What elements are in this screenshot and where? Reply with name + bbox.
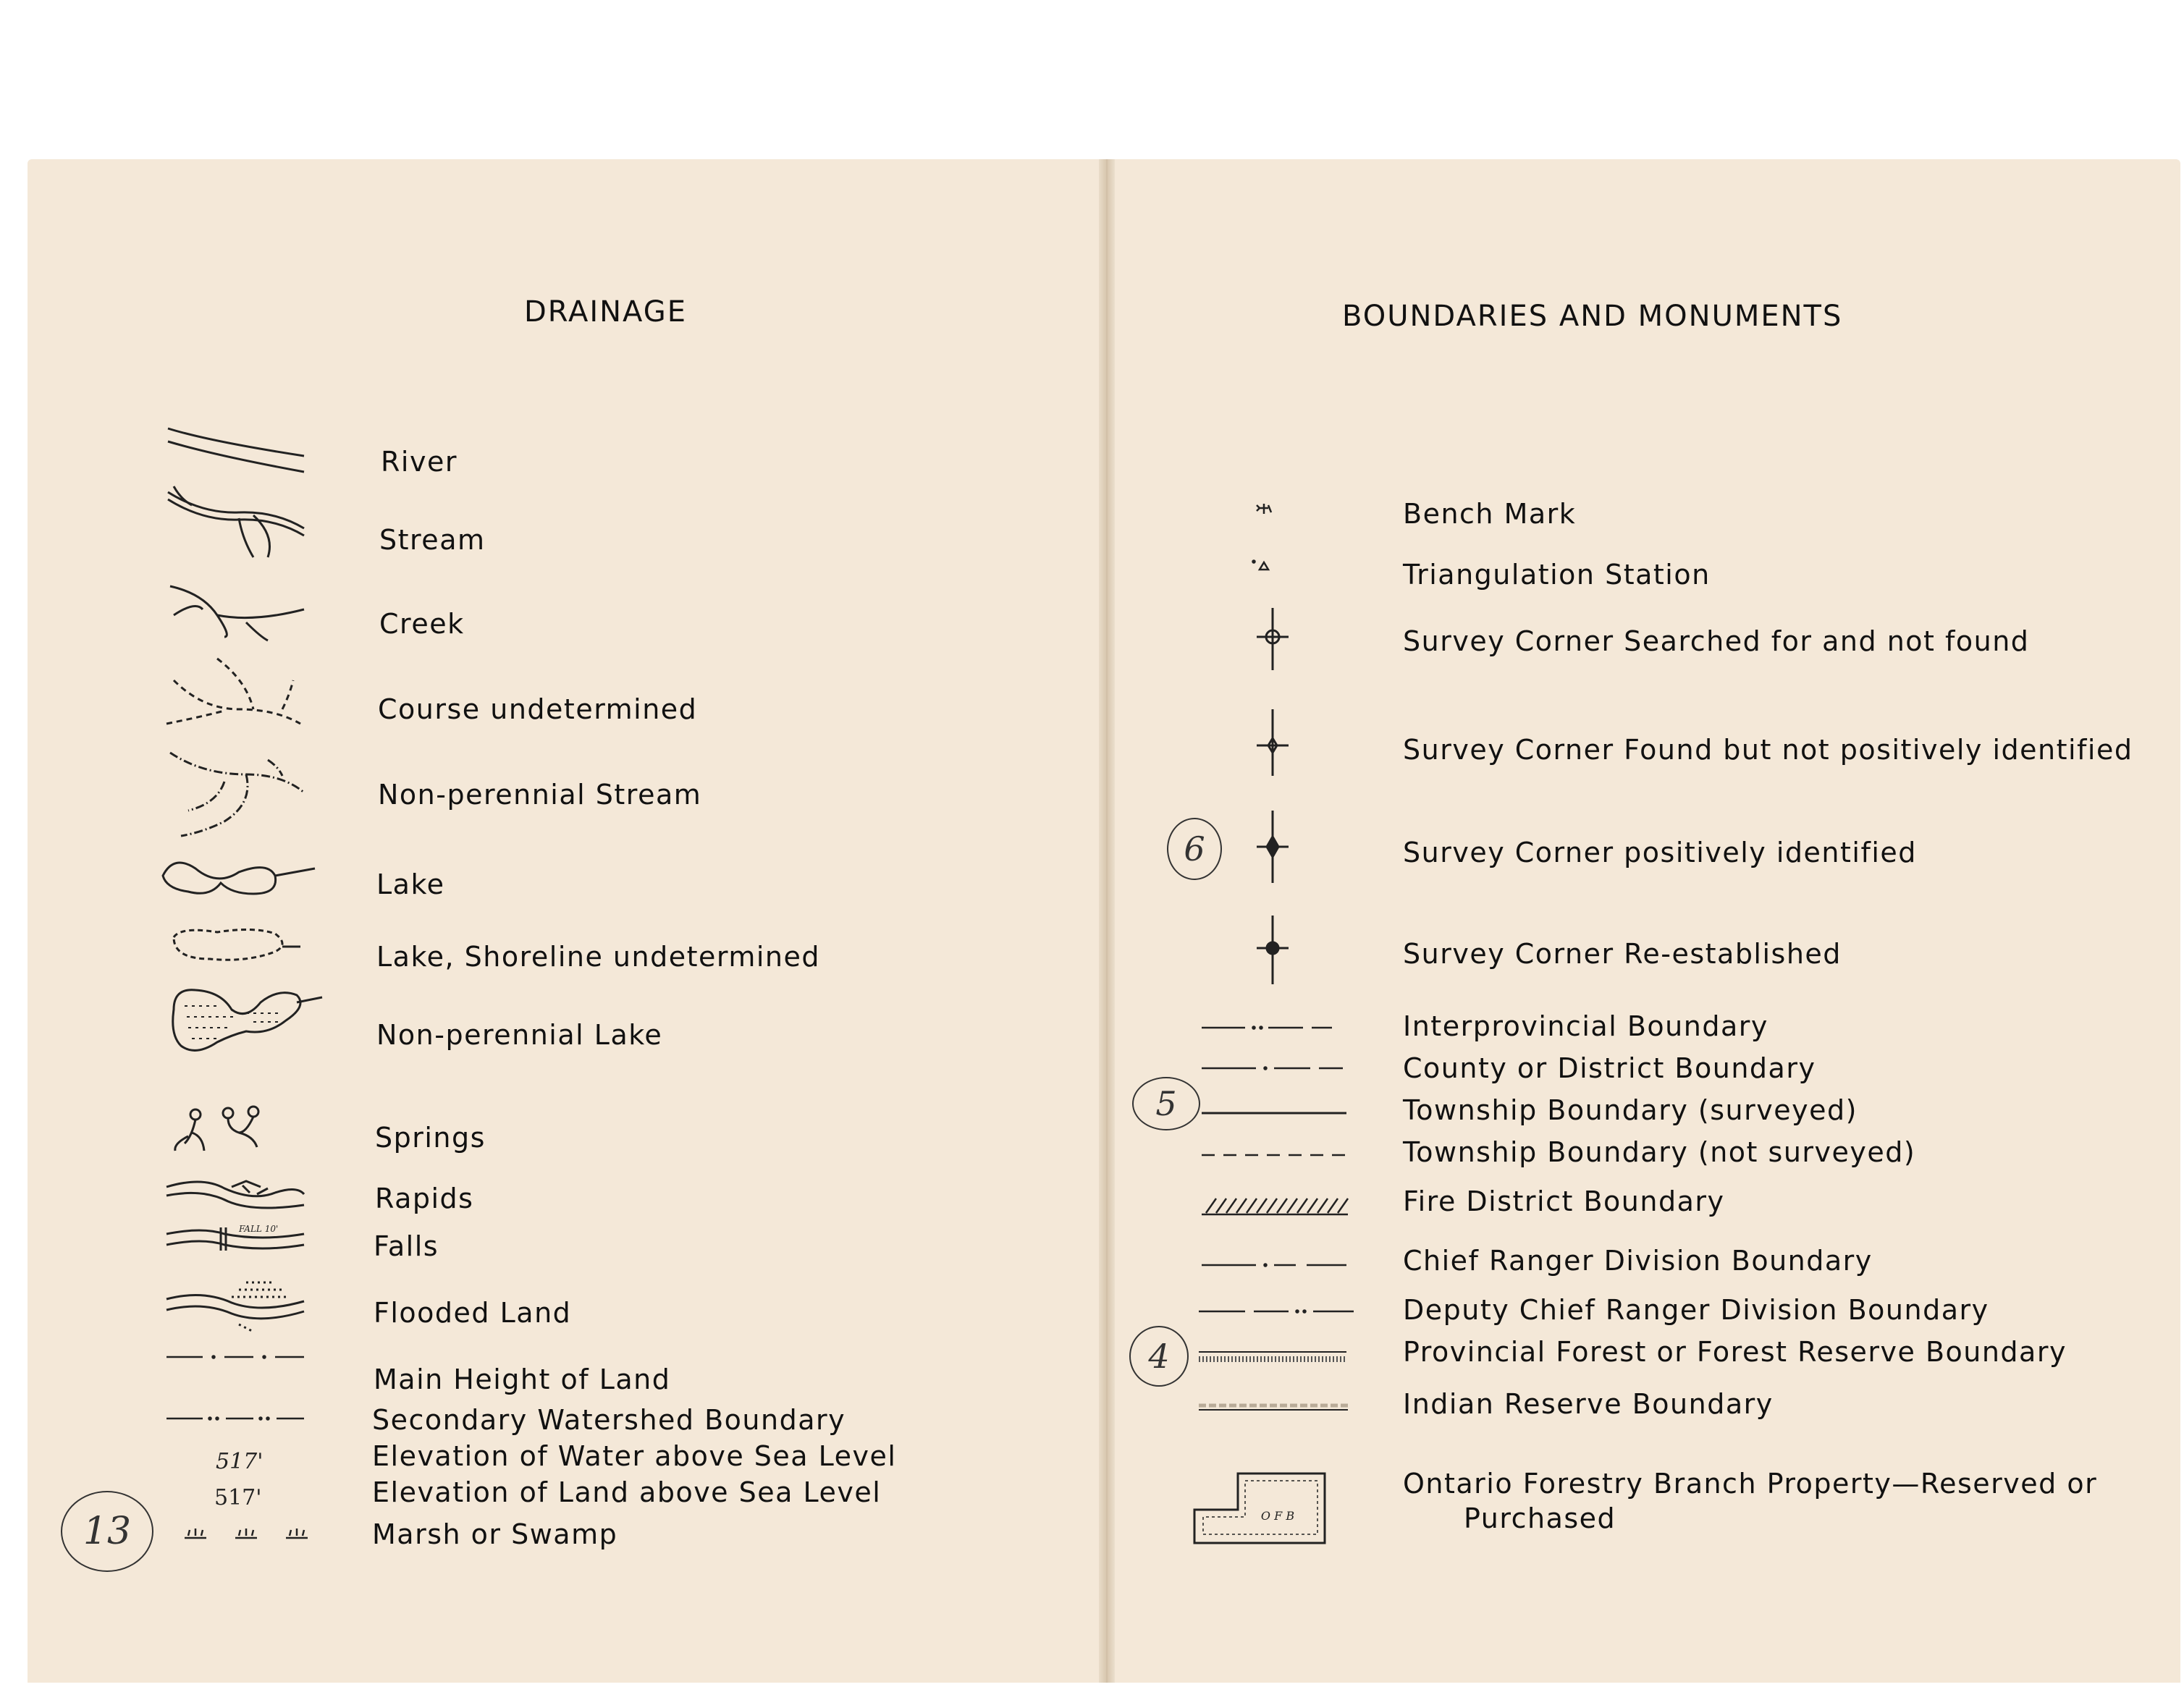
label-provincial-forest: Provincial Forest or Forest Reserve Boundary — [1403, 1336, 2067, 1368]
non-perennial-lake-icon — [173, 990, 322, 1051]
label-ofb-property-cont: Purchased — [1464, 1502, 1616, 1534]
boundaries-title: BOUNDARIES AND MONUMENTS — [1342, 300, 1843, 333]
label-fire-district: Fire District Boundary — [1403, 1185, 1725, 1217]
label-lake: Lake — [376, 868, 445, 900]
non-perennial-stream-icon — [170, 753, 304, 836]
label-rapids: Rapids — [375, 1183, 474, 1214]
label-main-height: Main Height of Land — [374, 1363, 671, 1395]
drainage-symbols-lower — [159, 1100, 333, 1361]
label-creek: Creek — [379, 608, 465, 640]
main-height-of-land-icon — [166, 1356, 304, 1358]
label-secondary-watershed: Secondary Watershed Boundary — [372, 1404, 846, 1436]
label-ofb-property: Ontario Forestry Branch Property—Reserved or — [1403, 1468, 2098, 1500]
lake-icon — [163, 863, 315, 894]
ofb-property-icon — [1187, 1462, 1361, 1570]
survey-corner-dot-icon — [1257, 916, 1289, 984]
course-undetermined-icon — [166, 659, 300, 724]
triangle-icon — [1253, 561, 1269, 570]
drainage-symbols-bottom — [159, 1411, 333, 1542]
drainage-symbols-lakes — [152, 854, 326, 1093]
page-number-note: 13 — [61, 1491, 153, 1572]
label-falls: Falls — [374, 1230, 439, 1262]
falls-icon — [166, 1224, 304, 1251]
monument-symbols — [1187, 492, 1361, 999]
springs-icon — [175, 1107, 258, 1151]
boundary-line-symbols — [1187, 1013, 1361, 1433]
creek-icon — [170, 586, 304, 640]
flooded-land-icon — [166, 1282, 304, 1332]
survey-corner-open-icon — [1257, 608, 1289, 670]
label-corner-reestablished: Survey Corner Re-established — [1403, 938, 1842, 970]
label-water-elevation: Elevation of Water above Sea Level — [372, 1440, 897, 1472]
label-county: County or District Boundary — [1403, 1052, 1816, 1084]
note-4: 4 — [1129, 1326, 1189, 1387]
label-flooded-land: Flooded Land — [374, 1297, 572, 1329]
label-indian-reserve: Indian Reserve Boundary — [1403, 1388, 1774, 1420]
drainage-symbols-upper — [159, 420, 319, 868]
label-non-perennial-stream: Non-perennial Stream — [378, 779, 702, 811]
dash-dot-dot-line-icon — [1202, 1027, 1332, 1029]
label-river: River — [381, 446, 458, 478]
label-stream: Stream — [379, 524, 486, 556]
marsh-icon — [185, 1529, 308, 1538]
river-icon — [168, 428, 304, 472]
label-interprovincial: Interprovincial Boundary — [1403, 1010, 1768, 1042]
drainage-title: DRAINAGE — [524, 295, 687, 329]
label-corner-found: Survey Corner Found but not positively identified — [1403, 734, 2133, 766]
label-corner-not-found: Survey Corner Searched for and not found — [1403, 625, 2030, 657]
label-triangulation: Triangulation Station — [1403, 559, 1711, 591]
survey-corner-diamond-icon — [1257, 709, 1289, 776]
note-5: 5 — [1132, 1077, 1200, 1130]
dash-dot-dash-line-icon — [1202, 1264, 1346, 1267]
label-springs: Springs — [375, 1122, 486, 1154]
book-spine — [1099, 159, 1115, 1683]
label-lake-shoreline: Lake, Shoreline undetermined — [376, 941, 820, 973]
label-land-elevation: Elevation of Land above Sea Level — [372, 1476, 882, 1508]
lake-shoreline-undetermined-icon — [174, 929, 282, 960]
note-6: 6 — [1167, 818, 1222, 880]
label-township-surveyed: Township Boundary (surveyed) — [1403, 1094, 1858, 1126]
ofb-icon-text: O F B — [1260, 1509, 1295, 1523]
label-marsh: Marsh or Swamp — [372, 1518, 618, 1550]
dash-double-dot-line-icon — [1199, 1311, 1354, 1313]
label-course-undetermined: Course undetermined — [378, 693, 698, 725]
label-deputy-chief-ranger: Deputy Chief Ranger Division Boundary — [1403, 1294, 1989, 1326]
label-chief-ranger: Chief Ranger Division Boundary — [1403, 1245, 1873, 1277]
label-corner-identified: Survey Corner positively identified — [1403, 837, 1917, 868]
stream-icon — [168, 486, 304, 557]
dotted-band-icon — [1199, 1352, 1346, 1359]
label-bench-mark: Bench Mark — [1403, 498, 1577, 530]
land-elevation-symbol: 517' — [214, 1485, 262, 1510]
hatched-line-icon — [1202, 1198, 1348, 1214]
faint-band-icon — [1199, 1405, 1348, 1410]
bench-mark-icon — [1257, 504, 1271, 514]
survey-corner-filled-diamond-icon — [1257, 811, 1289, 883]
rapids-icon — [166, 1181, 304, 1208]
svg-text:FALL 10': FALL 10' — [239, 1224, 279, 1234]
dash-dot-line-icon — [1202, 1067, 1343, 1070]
label-non-perennial-lake: Non-perennial Lake — [376, 1019, 663, 1051]
water-elevation-symbol: 517' — [216, 1449, 263, 1474]
label-township-not-surveyed: Township Boundary (not surveyed) — [1403, 1136, 1916, 1168]
secondary-watershed-icon — [166, 1418, 304, 1420]
